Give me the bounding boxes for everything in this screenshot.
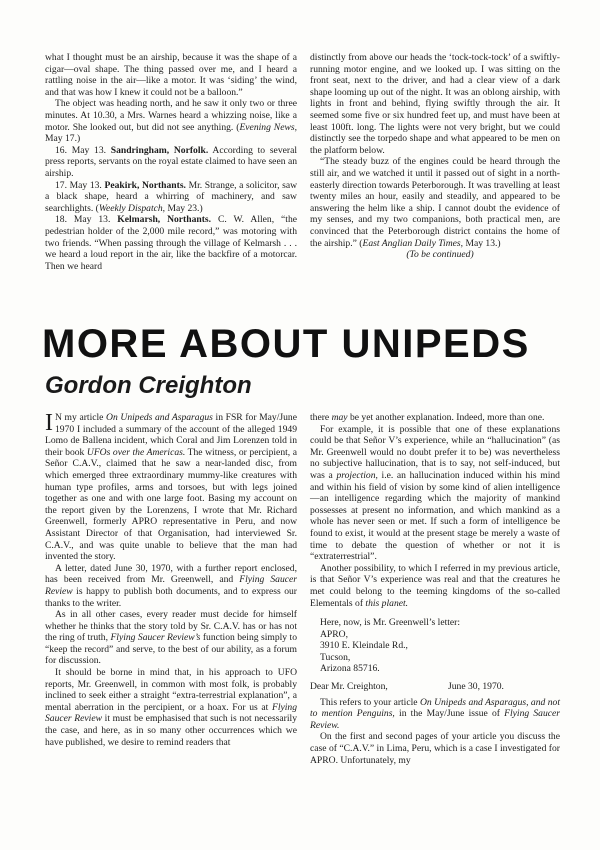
- paragraph: Another possibility, to which I referred in my previous article, is that Señor V’s experience was real and that the creatures he met could belong to the teeming kingdoms of the so-called Elementals of this planet.: [310, 562, 560, 609]
- letter-address: APRO, 3910 E. Kleindale Rd., Tucson, Arizona 85716.: [320, 628, 408, 675]
- paragraph: The object was heading north, and he saw it only two or three minutes. At 10.30, a Mrs. Warnes heard a whizzing noise, like a motor. She looked out, but did not see anything. (Evening News, May 17.): [45, 98, 297, 145]
- article-reference: On Unipeds and Asparagus: [106, 412, 213, 423]
- magazine-name: Flying Saucer Review’s: [110, 632, 201, 644]
- report-17: 17. May 13. Peakirk, Northants. Mr. Strange, a solicitor, saw a black shape, heard a whirring of machinery, and saw searchlights. (Weekly Dispatch, May 23.): [45, 179, 298, 214]
- paragraph: This refers to your article On Unipeds and Asparagus, and not to mention Penguins, in the May/June issue of Flying Saucer Review.: [310, 696, 560, 731]
- source-citation: East Anglian Daily Times,: [362, 237, 464, 249]
- paragraph: For example, it is possible that one of these explanations could be that Señor V’s experience, while an “hallucination” (as Mr. Greenwell would no doubt prefer it to be) was nevertheless no subjective hallucination, that is to say, not self-induced, but was a projection, i.e. an hallucination induced within his mind and within his field of vision by some kind of alien intelligence—an intelligence regarding which the majority of mankind possesses at present no information, and which mankind as a whole has never seen or met. If such a form of intelligence be found to exist, it would at the present stage be merely a waste of time to debate the question of whether or not it is “extraterrestrial”.: [310, 423, 560, 563]
- magazine-name: Flying Saucer Review: [45, 701, 297, 725]
- report-place: Sandringham, Norfolk.: [110, 144, 209, 156]
- paragraph: As in all other cases, every reader must decide for himself whether he thinks that the story told by Sr. C.A.V. has or has not the ring of truth, Flying Saucer Review’s function being simply to “keep the record” and serve, to the best of our ability, as a forum for discussion.: [45, 609, 298, 667]
- paragraph: what I thought must be an airship, because it was the shape of a cigar—oval shape. The thing passed over me, and I heard a rattling noise in the air—like a motor. It was ‘siding’ the wind, and that was how I knew it could not be a balloon.”: [45, 52, 297, 98]
- intro-paragraph: I N my article On Unipeds and Asparagus in FSR for May/June 1970 I included a summary of the account of the alleged 1949 Lomo de Ballena incident, which Coral and Jim Lorenzen told in their book UFOs over the Americas. The witness, or percipient, a Señor C.A.V., claimed that he saw a near-landed disc, from which emerged three extraordinary mummy-like creatures with human type profiles, arms and torsoes, but with legs joined together as one and with one large foot. Basing my account on the report given by the Lorenzens, I wrote that Mr. Richard Greenwell, formerly APRO representative in Peru, and now Assistant Director of that Organisation, had interviewed Sr. C.A.V., and was quite unable to believe that the man had invented the story.: [45, 410, 297, 563]
- article-author: Gordon Creighton: [45, 372, 252, 399]
- letter-lead: Here, now, is Mr. Greenwell’s letter:: [320, 617, 461, 629]
- source-citation: Evening News,: [239, 121, 297, 133]
- paragraph: distinctly from above our heads the ‘tock-tock-tock’ of a swiftly-running motor engine, and we looked up. I was sitting on the front seat, next to the driver, and had a clear view of a dark shape looming up out of the night. It was an oblong airship, with lights in front and behind, flying swiftly through the air. It seemed some five or six hundred feet up, and must have been at least 100ft. long. The lights were not very bright, but we could distinctly see the torpedo shape and what appeared to be men on the platform below.: [310, 52, 560, 156]
- paragraph: there may be yet another explanation. Indeed, more than one.: [310, 412, 545, 423]
- paragraph: A letter, dated June 30, 1970, with a further report enclosed, has been received from Mr. Greenwell, and Flying Saucer Review is happy to publish both documents, and to express our thanks to the writer.: [45, 562, 297, 609]
- article-title: MORE ABOUT UNIPEDS: [42, 322, 530, 366]
- continued-article-left-column: [45, 52, 297, 272]
- report-16: 16. May 13. Sandringham, Norfolk. According to several press reports, servants on the royal estate claimed to have seen an airship.: [45, 144, 297, 179]
- magazine-name: Flying Saucer Review: [45, 574, 297, 597]
- report-place: Peakirk, Northants.: [104, 179, 186, 191]
- book-title: UFOs over the Americas.: [86, 446, 186, 458]
- report-place: Kelmarsh, Northants.: [117, 214, 212, 226]
- letter-date: June 30, 1970.: [448, 681, 504, 693]
- article-right-column: [310, 412, 560, 766]
- paragraph: “The steady buzz of the engines could be heard through the still air, and we watched it until it passed out of sight in a north-easterly direction towards Peterborough. It was travelling at least twenty miles an hour, easily and steadily, and appeared to be answering the helm like a ship. I cannot doubt the evidence of my senses, and my two companions, both practical men, are convinced that the Peterborough district contains the home of the airship.” (East Anglian Daily Times, May 13.): [310, 156, 560, 249]
- paragraph: On the first and second pages of your article you discuss the case of “C.A.V.” in Lima, Peru, which is a case I investigated for APRO. Unfortunately, my: [310, 731, 560, 766]
- article-left-column: [45, 412, 297, 748]
- drop-cap: I: [45, 410, 53, 436]
- to-be-continued: (To be continued): [406, 249, 474, 261]
- letter-greeting: Dear Mr. Creighton,: [310, 681, 388, 693]
- continued-article-right-column: [310, 52, 560, 261]
- letter-greeting-row: [310, 681, 560, 693]
- report-18: 18. May 13. Kelmarsh, Northants. C. W. Allen, “the pedestrian holder of the 2,000 mile record,” was motoring with two friends. “When passing through the village of Kelmarsh . . . we heard a loud report in the air, like the backfire of a motorcar. Then we heard: [45, 214, 298, 272]
- paragraph: It should be borne in mind that, in his approach to UFO reports, Mr. Greenwell, in common with most folk, is probably inclined to seek either a straight “extra-terrestrial explanation”, a mental aberration in the percipient, or a hoax. For us at Flying Saucer Review it must be emphasised that such is not necessarily the case, and here, as in so many other occurrences which we have published, we desire to remind readers that: [45, 667, 297, 748]
- source-citation: Weekly Dispatch,: [98, 202, 166, 214]
